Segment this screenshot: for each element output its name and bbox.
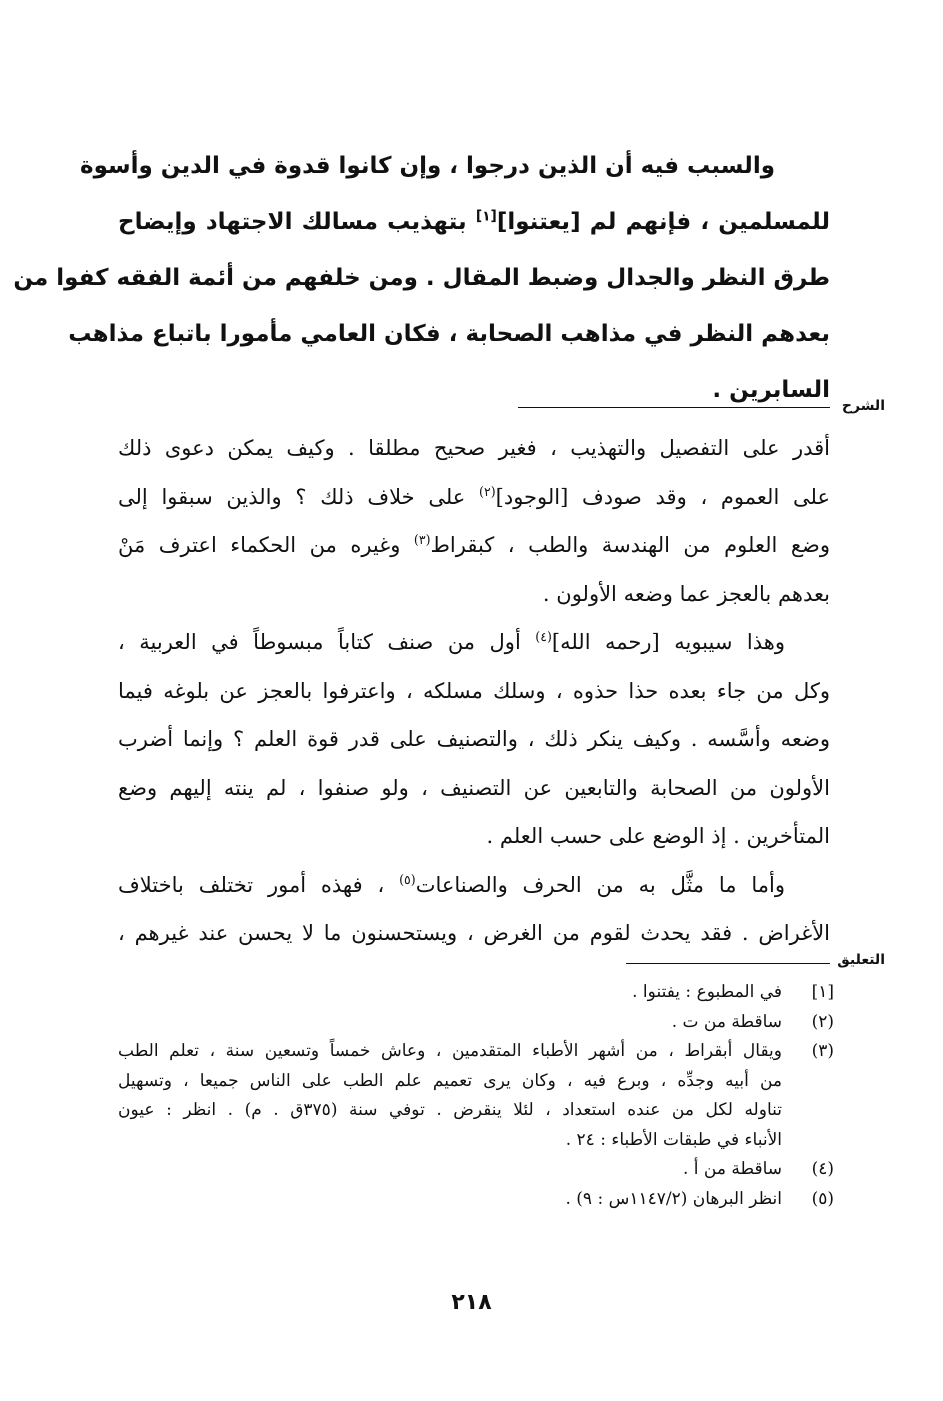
main-text-line-5: السابرين . [712, 377, 830, 403]
footnote-5 [118, 1185, 834, 1215]
commentary-line-3 [118, 521, 830, 570]
main-text-line-2-end: بتهذيب مسالك الاجتهاد وإيضاح [118, 209, 476, 235]
footnote-number: (٢) [811, 1011, 834, 1032]
footnote-marker-4[interactable]: (٤) [535, 629, 552, 644]
commentary-line-3-start: وضع العلوم من الهندسة والطب ، كبقراط [430, 533, 830, 557]
page-number: ٢١٨ [451, 1290, 492, 1315]
main-text-line-4: بعدهم النظر في مذاهب الصحابة ، فكان العامي مأمورا باتباع مذاهب [68, 321, 830, 347]
footnote-2 [118, 1008, 834, 1038]
footnote-4 [118, 1155, 834, 1185]
main-text-line-1: والسبب فيه أن الذين درجوا ، وإن كانوا قدوة في الدين وأسوة [80, 153, 775, 179]
commentary-line-9: المتأخرين . إذ الوضع على حسب العلم . [486, 824, 830, 848]
footnote-line: انظر البرهان (١١٤٧/٢س : ٩) . [565, 1188, 782, 1209]
main-text-line-2 [118, 194, 830, 250]
commentary-line-2 [118, 473, 830, 522]
commentary-line-3-end: وغيره من الحكماء اعترف مَنْ [118, 533, 414, 557]
commentary-line-10 [118, 861, 830, 910]
commentary-line-5 [118, 618, 830, 667]
commentary-line-5-start: وهذا سيبويه [رحمه الله] [551, 630, 786, 654]
footnote-body [118, 1037, 782, 1155]
footnote-marker-5[interactable]: (٥) [399, 871, 416, 887]
commentary-line-10-end: ، فهذه أمور تختلف باختلاف [118, 872, 400, 897]
commentary-line-10-start: وأما ما مثَّل به من الحرف والصناعات [415, 872, 786, 897]
footnote-number: [١] [811, 982, 834, 1002]
footnote-marker-3[interactable]: (٣) [413, 532, 431, 547]
commentary-line-11: الأغراض . فقد يحدث لقوم من الغرض ، ويستحسنون ما لا يحسن عند غيرهم ، [118, 921, 830, 945]
footnote-body [118, 1155, 782, 1185]
footnote-line: الأنباء في طبقات الأطباء : ٢٤ . [565, 1129, 782, 1150]
commentary-text [118, 424, 830, 958]
footnote-body [118, 978, 782, 1008]
notes-rule [626, 963, 830, 964]
footnote-line: تناوله لكل من عنده استعداد ، لئلا ينقرض . توفي سنة (٣٧٥ق . م) . انظر : عيون [118, 1100, 782, 1120]
footnote-body [118, 1008, 782, 1038]
footnote-marker-2[interactable]: (٢) [479, 483, 496, 499]
main-text [13, 138, 830, 418]
commentary-line-6: وكل من جاء بعده حذا حذوه ، وسلك مسلكه ، واعترفوا بالعجز عن بلوغه فيما [118, 678, 830, 703]
main-text-line-3: طرق النظر والجدال وضبط المقال . ومن خلفهم من أئمة الفقه كفوا من [13, 265, 830, 291]
footnote-number: (٤) [811, 1159, 834, 1179]
footnotes [118, 978, 834, 1214]
commentary-line-4: بعدهم بالعجز عما وضعه الأولون . [542, 581, 830, 606]
notes-label: التعليق [837, 952, 885, 968]
commentary-label: الشرح [841, 398, 885, 414]
commentary-rule [518, 407, 830, 408]
footnote-body [118, 1185, 782, 1215]
commentary-line-7: وضعه وأسَّسه . وكيف ينكر ذلك ، والتصنيف على قدر قوة العلم ؟ وإنما أضرب [118, 727, 830, 751]
footnote-marker-1[interactable]: [١] [475, 208, 497, 225]
footnote-3 [118, 1037, 834, 1155]
commentary-line-8: الأولون من الصحابة والتابعين عن التصنيف ، ولو صنفوا ، لم ينته إليهم وضع [118, 775, 830, 800]
footnote-1 [118, 978, 834, 1008]
footnote-line: من أبيه وجدِّه ، وبرع فيه ، وكان يرى تعميم علم الطب على الناس جميعا ، وتسهيل [118, 1070, 782, 1091]
footnote-line: ساقطة من ت . [671, 1011, 782, 1032]
footnote-line: في المطبوع : يفتنوا . [632, 982, 782, 1002]
main-text-line-2-start: للمسلمين ، فإنهم لم [يعتنوا] [496, 209, 830, 235]
commentary-line-1: أقدر على التفصيل والتهذيب ، فغير صحيح مطلقا . وكيف يمكن دعوى ذلك [118, 436, 830, 460]
commentary-line-2-end: على خلاف ذلك ؟ والذين سبقوا إلى [118, 484, 480, 509]
commentary-line-5-end: أول من صنف كتاباً مبسوطاً في العربية ، [118, 630, 536, 654]
footnote-line: ساقطة من أ . [683, 1159, 782, 1179]
footnote-line: ويقال أبقراط ، من أشهر الأطباء المتقدمين ، وعاش خمساً وتسعين سنة ، تعلم الطب [118, 1041, 782, 1061]
commentary-line-2-start: على العموم ، وقد صودف [الوجود] [495, 484, 830, 509]
footnote-number: (٥) [811, 1188, 834, 1209]
footnote-number: (٣) [811, 1041, 834, 1061]
